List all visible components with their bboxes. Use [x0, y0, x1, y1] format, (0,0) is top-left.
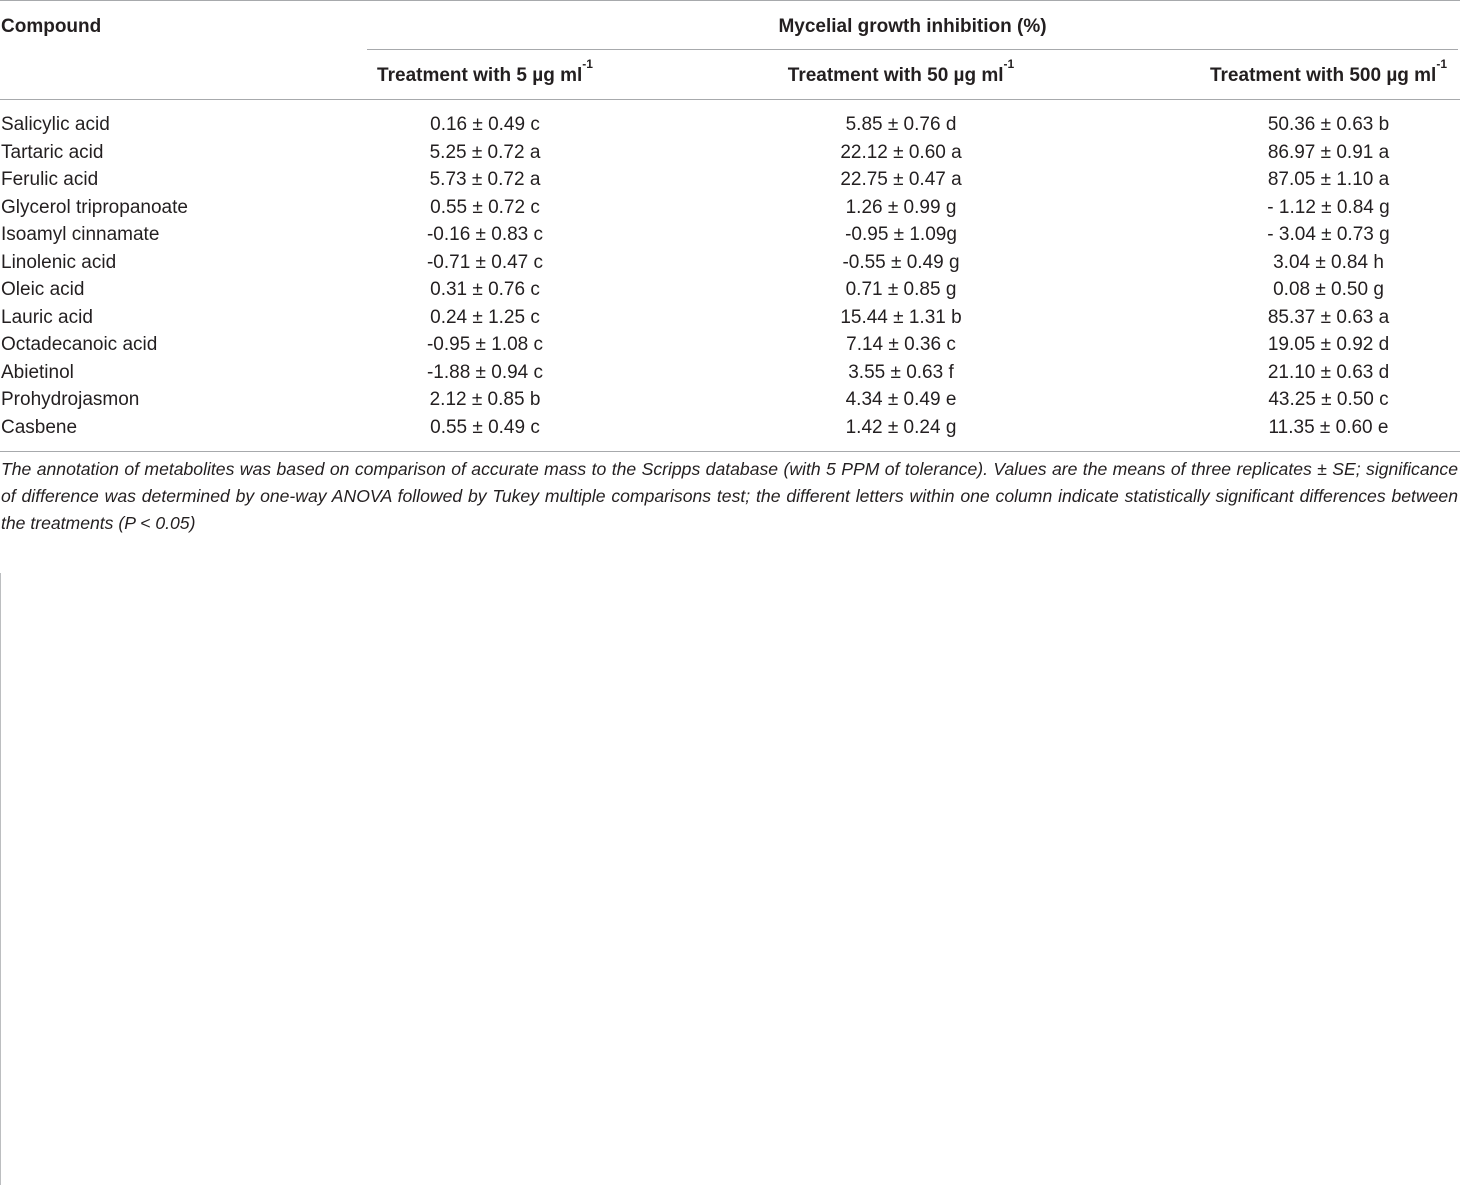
value-5: -0.95 ± 1.08 c — [426, 334, 544, 355]
value-500: 0.08 ± 0.50 g — [1273, 279, 1384, 300]
value-50: 15.44 ± 1.31 b — [840, 306, 962, 328]
value-5: 0.55 ± 0.49 c — [430, 416, 540, 438]
page-left-border — [0, 573, 1, 1185]
value-5: 0.55 ± 0.72 c — [430, 196, 540, 218]
value-50: -0.55 ± 0.49 g — [842, 251, 960, 273]
table-row — [0, 111, 1460, 139]
header-column-50 — [778, 57, 1024, 87]
compound-name: Salicylic acid — [1, 114, 110, 135]
header-column-500-sup: -1 — [1436, 57, 1447, 71]
value-500: 85.37 ± 0.63 a — [1267, 306, 1390, 328]
value-500: 50.36 ± 0.63 b — [1267, 114, 1390, 135]
compound-name: Linolenic acid — [1, 251, 117, 273]
value-5: 2.12 ± 0.85 b — [429, 389, 541, 410]
value-5: 5.73 ± 0.72 a — [429, 169, 541, 190]
value-500: 21.10 ± 0.63 d — [1267, 361, 1390, 383]
value-500: 11.35 ± 0.60 e — [1268, 416, 1389, 438]
value-50: 22.75 ± 0.47 a — [840, 169, 962, 190]
table-top-rule — [0, 0, 1460, 1]
value-5: -0.71 ± 0.47 c — [426, 251, 544, 273]
value-50: -0.95 ± 1.09g — [845, 224, 957, 245]
value-50: 1.26 ± 0.99 g — [845, 196, 957, 218]
compound-name: Ferulic acid — [1, 169, 99, 190]
value-500: 86.97 ± 0.91 a — [1267, 141, 1390, 163]
value-5: 5.25 ± 0.72 a — [429, 141, 541, 163]
table-row — [0, 221, 1460, 249]
value-500: - 3.04 ± 0.73 g — [1267, 224, 1390, 245]
header-column-50-label: Treatment with 50 µg ml — [787, 65, 1004, 86]
table-row — [0, 304, 1460, 332]
value-5: -0.16 ± 0.83 c — [426, 224, 544, 245]
value-500: 3.04 ± 0.84 h — [1273, 251, 1384, 273]
value-50: 5.85 ± 0.76 d — [845, 114, 957, 135]
table-row — [0, 166, 1460, 194]
table-row — [0, 386, 1460, 414]
compound-name: Isoamyl cinnamate — [1, 224, 160, 245]
value-50: 7.14 ± 0.36 c — [846, 334, 956, 355]
value-50: 0.71 ± 0.85 g — [845, 279, 957, 300]
table-row — [0, 276, 1460, 304]
table-footnote: The annotation of metabolites was based on comparison of accurate mass to the Scripps database (with 5 PPM of tolerance). Values are the means of three replicates ± SE; significance of difference was determined by one-way ANOVA followed by Tukey multiple comparisons test; the different letters within one column indicate statistically significant differences between the treatments (P < 0.05) — [1, 459, 1458, 533]
compound-name: Lauric acid — [1, 306, 93, 328]
header-column-5-sup: -1 — [582, 57, 593, 71]
header-column-5-label: Treatment with 5 µg ml — [377, 65, 583, 86]
header-group-title: Mycelial growth inhibition (%) — [778, 16, 1047, 37]
compound-name: Octadecanoic acid — [1, 334, 158, 355]
compound-name: Tartaric acid — [1, 141, 104, 163]
table-row — [0, 194, 1460, 222]
value-5: -1.88 ± 0.94 c — [426, 361, 544, 383]
table-row — [0, 139, 1460, 167]
header-bottom-rule — [0, 99, 1460, 100]
value-5: 0.24 ± 1.25 c — [430, 306, 540, 328]
header-column-50-sup: -1 — [1003, 57, 1015, 71]
table-bottom-rule — [0, 451, 1460, 452]
header-span-rule — [367, 49, 1458, 50]
value-5: 0.16 ± 0.49 c — [430, 114, 540, 135]
header-column-500-label: Treatment with 500 µg ml — [1209, 65, 1437, 86]
compound-name: Casbene — [1, 416, 78, 438]
table-row — [0, 331, 1460, 359]
table-row — [0, 414, 1460, 442]
value-500: 43.25 ± 0.50 c — [1268, 389, 1389, 410]
compound-name: Abietinol — [1, 361, 74, 383]
compound-name: Glycerol tripropanoate — [1, 196, 188, 218]
value-500: - 1.12 ± 0.84 g — [1267, 196, 1390, 218]
value-500: 19.05 ± 0.92 d — [1267, 334, 1390, 355]
header-column-500 — [1199, 57, 1458, 87]
table-body — [0, 111, 1460, 441]
compound-name: Oleic acid — [1, 279, 85, 300]
header-column-5 — [367, 57, 603, 87]
table-row — [0, 359, 1460, 387]
value-500: 87.05 ± 1.10 a — [1267, 169, 1390, 190]
table-row — [0, 249, 1460, 277]
value-50: 4.34 ± 0.49 e — [845, 389, 957, 410]
value-5: 0.31 ± 0.76 c — [430, 279, 540, 300]
compound-name: Prohydrojasmon — [1, 389, 140, 410]
value-50: 1.42 ± 0.24 g — [845, 416, 957, 438]
value-50: 3.55 ± 0.63 f — [848, 361, 954, 383]
value-50: 22.12 ± 0.60 a — [840, 141, 962, 163]
header-compound: Compound — [1, 16, 102, 37]
